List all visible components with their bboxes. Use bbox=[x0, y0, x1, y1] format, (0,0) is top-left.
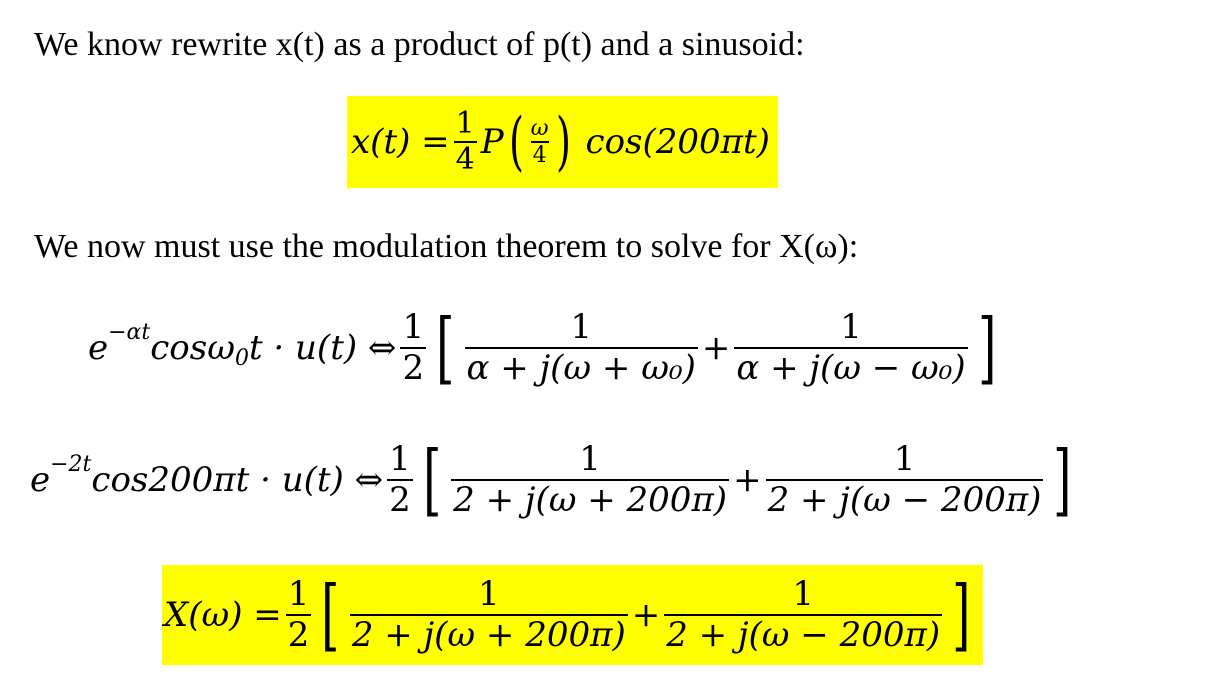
eq3-half bbox=[387, 440, 413, 520]
eq2-fraction-1 bbox=[465, 308, 698, 388]
eq2-e: e bbox=[88, 328, 109, 368]
eq4-left-bracket: [ bbox=[321, 570, 340, 660]
eq4-half-num: 1 bbox=[287, 573, 310, 614]
eq1-right-paren: ) bbox=[555, 105, 571, 179]
eq1-omega-num: ω bbox=[530, 115, 549, 141]
eq4-half-den: 2 bbox=[287, 615, 310, 655]
eq1-left-paren: ( bbox=[508, 105, 524, 179]
eq4-f1-num: 1 bbox=[477, 573, 500, 614]
eq2-left-bracket: [ bbox=[436, 303, 455, 393]
eq4-half bbox=[286, 575, 312, 655]
eq3-f2-num: 1 bbox=[893, 438, 916, 479]
eq3-rest: cos200πt · u(t) ⇔ bbox=[91, 460, 384, 500]
eq3-f1-den: 2 + j(ω + 200π) bbox=[453, 480, 728, 520]
eq1-P: P bbox=[480, 122, 504, 162]
eq2-f1-den: α + j(ω + ω₀) bbox=[466, 348, 696, 388]
eq1-lhs: x(t) = bbox=[351, 122, 450, 162]
eq3-right-bracket: ] bbox=[1053, 435, 1072, 525]
eq1-quarter-den: 4 bbox=[455, 142, 475, 177]
eq4-f2-den: 2 + j(ω − 200π) bbox=[666, 615, 941, 655]
eq2-rest: t · u(t) ⇔ bbox=[248, 328, 397, 368]
eq3-f1-num: 1 bbox=[579, 438, 601, 479]
eq1-quarter-fraction bbox=[454, 107, 477, 178]
eq1-omega-fraction bbox=[529, 116, 551, 169]
eq3-e: e bbox=[30, 460, 51, 500]
eq1-omega-den: 4 bbox=[532, 143, 547, 168]
eq3-exponent: −2t bbox=[50, 451, 92, 477]
eq3-f2-den: 2 + j(ω − 200π) bbox=[767, 480, 1042, 520]
eq3-fraction-2 bbox=[766, 440, 1044, 520]
eq3-fraction-1 bbox=[451, 440, 729, 520]
eq2-half-num: 1 bbox=[402, 306, 425, 347]
eq3-plus: + bbox=[733, 460, 762, 500]
intro-text: We know rewrite x(t) as a product of p(t) and a sinusoid: bbox=[34, 26, 805, 63]
modulation-text: We now must use the modulation theorem to solve for X(ω): bbox=[34, 228, 859, 265]
eq2-fraction-2 bbox=[734, 308, 967, 388]
eq4-f1-den: 2 + j(ω + 200π) bbox=[351, 615, 626, 655]
eq2-right-bracket: ] bbox=[977, 303, 997, 393]
eq2-half-den: 2 bbox=[402, 348, 425, 388]
eq4-f2-num: 1 bbox=[792, 573, 814, 614]
eq4-fraction-1 bbox=[350, 575, 628, 655]
equation-result bbox=[162, 565, 983, 665]
eq1-quarter-num: 1 bbox=[455, 105, 475, 141]
eq4-lhs: X(ω) = bbox=[164, 595, 282, 635]
equation-general-transform bbox=[88, 300, 1002, 396]
eq4-plus: + bbox=[631, 595, 661, 635]
eq3-half-den: 2 bbox=[389, 480, 411, 520]
eq2-plus: + bbox=[701, 328, 731, 368]
eq2-half bbox=[400, 308, 426, 388]
eq2-cos: cosω bbox=[150, 328, 235, 368]
equation-xt bbox=[347, 96, 778, 188]
eq2-f1-num: 1 bbox=[570, 306, 592, 347]
eq3-left-bracket: [ bbox=[422, 435, 442, 525]
eq2-sub-zero: 0 bbox=[234, 345, 249, 371]
eq3-half-num: 1 bbox=[389, 438, 411, 479]
eq2-f2-den: α + j(ω − ω₀) bbox=[736, 348, 966, 388]
eq4-fraction-2 bbox=[664, 575, 942, 655]
equation-specific-transform bbox=[30, 432, 1078, 528]
eq2-exponent: −αt bbox=[108, 319, 151, 345]
eq4-right-bracket: ] bbox=[952, 570, 971, 660]
eq2-f2-num: 1 bbox=[840, 306, 862, 347]
eq1-cos-term: cos(200πt) bbox=[585, 122, 770, 162]
